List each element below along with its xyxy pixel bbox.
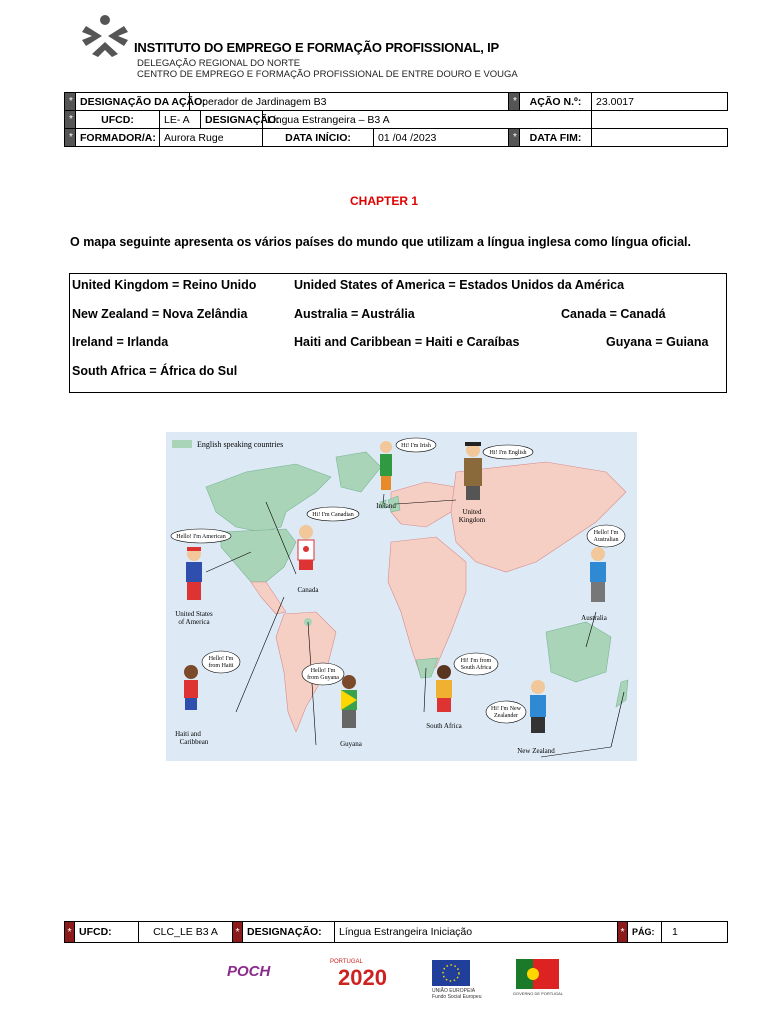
formador-value: Aurora Ruge bbox=[160, 129, 263, 147]
data-fim-label: DATA FIM: bbox=[520, 129, 592, 147]
australian-child-figure bbox=[590, 547, 606, 602]
label-usa-1: United States bbox=[175, 610, 213, 618]
new-zealand-region bbox=[616, 680, 628, 707]
world-map-illustration bbox=[166, 432, 637, 761]
vocab-item: South Africa = África do Sul bbox=[72, 364, 238, 378]
eu-label bbox=[432, 988, 481, 1000]
data-fim-value bbox=[592, 129, 728, 147]
eu-label-2: Fundo Social Europeu bbox=[432, 994, 482, 1000]
footer-designacao-value: Língua Estrangeira Iniciação bbox=[335, 922, 618, 943]
footer-ufcd-value: CLC_LE B3 A bbox=[139, 922, 233, 943]
usa-region bbox=[221, 529, 296, 582]
eu-label-1: UNIÃO EUROPEIA bbox=[432, 988, 476, 994]
irish-child-figure bbox=[380, 441, 392, 490]
label-canada: Canada bbox=[297, 586, 319, 594]
portugal-flag-icon bbox=[516, 959, 559, 989]
chapter-title: CHAPTER 1 bbox=[349, 194, 418, 208]
label-ireland: Ireland bbox=[376, 502, 396, 510]
bubble-haiti-1: Hello! I'm bbox=[208, 656, 234, 662]
intro-text: O mapa seguinte apresenta os vários países do mundo que utilizam a língua inglesa como língua oficial. bbox=[70, 235, 691, 249]
vocab-item: Guyana = Guiana bbox=[606, 335, 709, 349]
label-guyana: Guyana bbox=[340, 740, 362, 748]
europe-region bbox=[391, 482, 456, 527]
acao-value: 23.0017 bbox=[592, 93, 728, 111]
footer-marker: * bbox=[65, 922, 75, 943]
footer-ufcd-label: UFCD: bbox=[75, 922, 139, 943]
label-new-zealand: New Zealand bbox=[517, 747, 555, 755]
ufcd-label: UFCD: bbox=[76, 111, 160, 129]
canadian-child-figure bbox=[298, 525, 314, 570]
vocabulary-box bbox=[69, 273, 727, 393]
footer-table bbox=[64, 921, 728, 943]
designacao-value: Língua Estrangeira – B3 A bbox=[263, 111, 592, 129]
required-marker: * bbox=[65, 93, 76, 111]
label-australia: Australia bbox=[581, 614, 607, 622]
label-uk-1: United bbox=[462, 508, 482, 516]
poch-logo: POCH bbox=[227, 963, 271, 980]
africa-region bbox=[388, 537, 466, 677]
vocab-item: Haiti and Caribbean = Haiti e Caraíbas bbox=[294, 335, 520, 349]
bubble-australian-1: Hello! I'm bbox=[593, 530, 619, 536]
bubble-guyana-2: from Guyana bbox=[307, 675, 339, 681]
label-haiti-1: Haiti and bbox=[175, 730, 201, 738]
footer-marker: * bbox=[618, 922, 628, 943]
bubble-haiti-2: from Haiti bbox=[208, 663, 234, 669]
designacao-acao-value: Operador de Jardinagem B3 bbox=[190, 93, 509, 111]
american-child-figure bbox=[186, 547, 202, 600]
iefp-logo bbox=[80, 14, 130, 58]
canada-region bbox=[206, 464, 331, 532]
footer-designacao-label: DESIGNAÇÃO: bbox=[243, 922, 335, 943]
footer-page-label: PÁG: bbox=[628, 922, 662, 943]
required-marker: * bbox=[509, 93, 520, 111]
bubble-canadian: Hi! I'm Canadian bbox=[312, 512, 354, 518]
new-zealander-child-figure bbox=[530, 680, 546, 733]
institute-name: INSTITUTO DO EMPREGO E FORMAÇÃO PROFISSIONAL, IP bbox=[134, 40, 500, 55]
bubble-new-zealand-2: Zealander bbox=[494, 713, 518, 719]
eu-flag-icon bbox=[432, 960, 470, 986]
bubble-australian-2: Australian bbox=[593, 537, 619, 543]
designacao-label: DESIGNAÇÃO: bbox=[201, 111, 263, 129]
acao-label: AÇÃO N.º: bbox=[520, 93, 592, 111]
vocab-item: Ireland = Irlanda bbox=[72, 335, 169, 349]
label-usa-2: of America bbox=[178, 618, 210, 626]
english-man-figure bbox=[464, 442, 482, 500]
formador-label: FORMADOR/A: bbox=[76, 129, 160, 147]
required-marker: * bbox=[65, 111, 76, 129]
bubble-south-africa-1: Hi! I'm from bbox=[460, 658, 492, 664]
institute-subtitle bbox=[137, 58, 518, 80]
data-inicio-label: DATA INÍCIO: bbox=[263, 129, 374, 147]
footer-page-number: 1 bbox=[662, 922, 728, 943]
institute-line-2: CENTRO DE EMPREGO E FORMAÇÃO PROFISSIONAL DE ENTRE DOURO E VOUGA bbox=[137, 69, 518, 80]
vocab-item: Canada = Canadá bbox=[561, 307, 666, 321]
vocab-item: Australia = Austrália bbox=[294, 307, 415, 321]
australia-region bbox=[546, 622, 611, 682]
legend-label: English speaking countries bbox=[197, 440, 284, 449]
institute-line-1: DELEGAÇÃO REGIONAL DO NORTE bbox=[137, 58, 301, 69]
vocab-item: United Kingdom = Reino Unido bbox=[72, 278, 257, 292]
data-inicio-value: 01 /04 /2023 bbox=[374, 129, 509, 147]
vocab-item: New Zealand = Nova Zelândia bbox=[72, 307, 248, 321]
label-south-africa: South Africa bbox=[426, 722, 462, 730]
vocab-item: Unided States of America = Estados Unidos da América bbox=[294, 278, 625, 292]
gov-label: GOVERNO DE PORTUGAL bbox=[512, 991, 564, 996]
designacao-acao-label: DESIGNAÇÃO DA AÇÃO: bbox=[76, 93, 190, 111]
funding-logos bbox=[0, 955, 768, 1005]
label-uk-2: Kingdom bbox=[458, 516, 486, 524]
footer-marker: * bbox=[233, 922, 243, 943]
portugal-logo-text: PORTUGAL bbox=[330, 959, 363, 965]
ufcd-value: LE- A bbox=[160, 111, 201, 129]
south-african-child-figure bbox=[436, 665, 452, 712]
required-marker: * bbox=[65, 129, 76, 147]
bubble-irish: Hi! I'm Irish bbox=[401, 443, 431, 449]
mexico-region bbox=[251, 582, 286, 614]
greenland-region bbox=[336, 452, 381, 492]
guyanese-child-figure bbox=[341, 675, 357, 728]
haitian-child-figure bbox=[184, 665, 198, 710]
bubble-american: Hello! I'm American bbox=[176, 534, 226, 540]
portugal-2020-logo: 2020 bbox=[338, 965, 387, 990]
legend-swatch bbox=[172, 440, 192, 448]
required-marker: * bbox=[509, 129, 520, 147]
bubble-guyana-1: Hello! I'm bbox=[310, 668, 336, 674]
bubble-new-zealand-1: Hi! I'm New bbox=[490, 706, 522, 712]
course-info-table bbox=[64, 92, 728, 147]
bubble-english: Hi! I'm English bbox=[489, 450, 527, 456]
bubble-south-africa-2: South Africa bbox=[460, 665, 492, 671]
label-haiti-2: Caribbean bbox=[179, 738, 209, 746]
